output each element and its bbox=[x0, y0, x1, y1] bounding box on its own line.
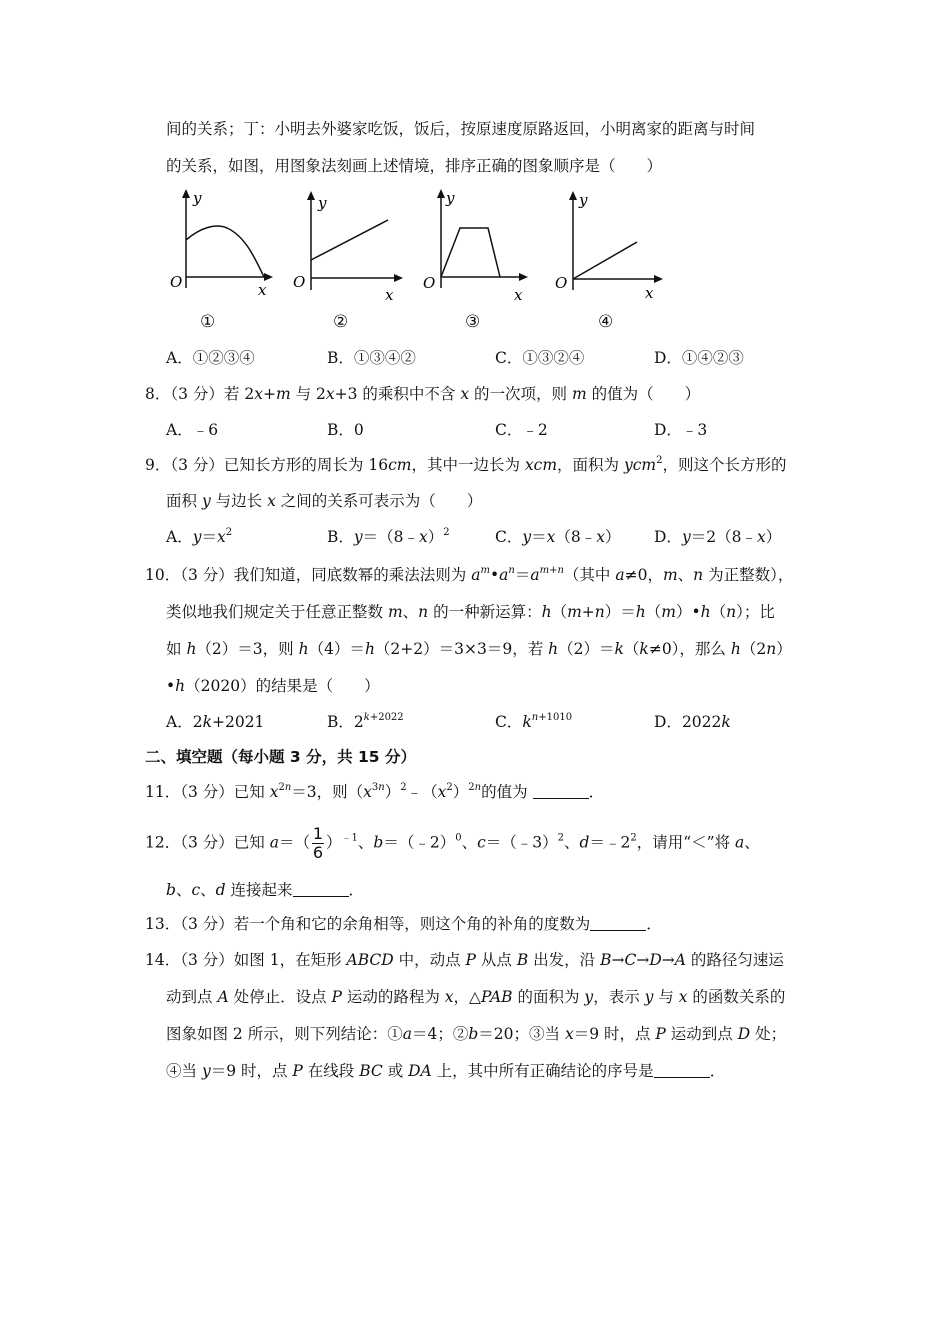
q8-option-d[interactable]: D．﹣3 bbox=[654, 421, 708, 439]
graph-4 bbox=[552, 190, 667, 300]
svg-text:O: O bbox=[423, 274, 436, 292]
q14-stem-line-4: ④当 y＝9 时，点 P 在线段 BC 或 DA 上，其中所有正确结论的序号是 ． bbox=[166, 1062, 726, 1080]
q12-number: 12． bbox=[145, 833, 181, 852]
q11-score: （3 分） bbox=[180, 783, 234, 801]
q10-score: （3 分） bbox=[180, 566, 234, 584]
q14-answer-blank[interactable] bbox=[654, 1063, 710, 1078]
svg-text:y: y bbox=[193, 189, 202, 207]
q14-stem-line-3: 图象如图 2 所示，则下列结论：①a＝4；②b＝20；③当 x＝9 时，点 P 运动到点 D 处； bbox=[166, 1025, 787, 1043]
q10-stem-line-3: 如 h（2）＝3，则 h（4）＝h（2+2）＝3×3＝9，若 h（2）＝k（k≠0），那么 h（2n） bbox=[166, 640, 792, 658]
q7-option-c[interactable]: C．①③②④ bbox=[495, 349, 585, 367]
section-2-title: 二、填空题（每小题 3 分，共 15 分） bbox=[145, 748, 416, 766]
q10-option-b[interactable]: B．$2^{k+2022}$ bbox=[327, 712, 404, 731]
q8-option-c[interactable]: C．﹣2 bbox=[495, 421, 548, 439]
q12-stem-line-1: 12．（3 分）已知 a＝（ $\frac{1}{6}$ ）$^{﹣1}$、b＝（﹣2）$^0$、c＝（﹣3）$^2$、$d=﹣2^2$，请用“＜”将 a、 bbox=[145, 824, 760, 862]
q14-score: （3 分） bbox=[180, 951, 234, 969]
q9-stem-line-2: 面积 y 与边长 x 之间的关系可表示为（ ） bbox=[166, 492, 483, 510]
q10-stem-line-4: •h（2020）的结果是（ ） bbox=[166, 677, 380, 695]
q7-option-d[interactable]: D．①④②③ bbox=[654, 349, 744, 367]
q9-score: （3 分） bbox=[170, 456, 224, 474]
q7-option-b[interactable]: B．①③④② bbox=[327, 349, 416, 367]
svg-text:y: y bbox=[318, 194, 327, 212]
svg-text:O: O bbox=[170, 273, 183, 291]
q8-stem: 8．（3 分）若 2x+m 与 2x+3 的乘积中不含 x 的一次项，则 m 的值为（ ） bbox=[145, 385, 701, 403]
graph-4-label: ④ bbox=[598, 312, 614, 332]
q9-option-b[interactable]: B．y＝（8﹣x）$^2$ bbox=[327, 527, 450, 546]
q10-option-a[interactable]: A．2k+2021 bbox=[166, 713, 265, 731]
q8-option-b[interactable]: B．0 bbox=[327, 421, 364, 439]
graph-1 bbox=[165, 188, 275, 298]
svg-text:x: x bbox=[258, 281, 267, 299]
q10-option-d[interactable]: D．2022k bbox=[654, 713, 731, 731]
q11-number: 11． bbox=[145, 783, 181, 801]
q10-stem-line-1: 10．（3 分）我们知道，同底数幂的乘法法则为 $a^m•a^n=a^{m+n}$（其中 a≠0，m、n 为正整数）， bbox=[145, 565, 794, 584]
q13-number: 13． bbox=[145, 915, 181, 933]
svg-text:x: x bbox=[645, 284, 654, 302]
q12-answer-blank[interactable] bbox=[293, 882, 349, 897]
q10-option-c[interactable]: C．$k^{n+1010}$ bbox=[495, 712, 573, 731]
q14-stem-line-2: 动到点 A 处停止．设点 P 运动的路程为 x，△PAB 的面积为 y，表示 y 与 x 的函数关系的 bbox=[166, 988, 786, 1006]
q7-option-a[interactable]: A．①②③④ bbox=[166, 349, 255, 367]
q12-score: （3 分） bbox=[180, 833, 234, 852]
q14-number: 14． bbox=[145, 951, 181, 969]
svg-text:O: O bbox=[555, 274, 568, 292]
q9-option-d[interactable]: D．y＝2（8﹣x） bbox=[654, 528, 782, 546]
svg-text:x: x bbox=[385, 286, 394, 304]
q10-number: 10． bbox=[145, 566, 181, 584]
q14-stem-line-1: 14．（3 分）如图 1，在矩形 ABCD 中，动点 P 从点 B 出发，沿 B→C→D→A 的路径匀速运 bbox=[145, 951, 784, 969]
q13-score: （3 分） bbox=[180, 915, 234, 933]
q12-stem-line-2: b、c、d 连接起来 ． bbox=[166, 881, 365, 899]
graph-3 bbox=[420, 188, 530, 303]
svg-text:O: O bbox=[293, 273, 306, 291]
svg-text:x: x bbox=[514, 286, 523, 304]
q9-stem-line-1: 9．（3 分）已知长方形的周长为 16cm，其中一边长为 xcm，面积为 ycm$^2$，则这个长方形的 bbox=[145, 455, 787, 474]
q13-stem: 13．（3 分）若一个角和它的余角相等，则这个角的补角的度数为 ． bbox=[145, 915, 662, 933]
q8-number: 8． bbox=[145, 385, 171, 403]
q11-answer-blank[interactable] bbox=[533, 784, 589, 799]
graph-2 bbox=[290, 190, 405, 305]
graph-2-label: ② bbox=[333, 312, 349, 332]
fraction-one-sixth: $\frac{1}{6}$ bbox=[312, 824, 324, 862]
svg-text:y: y bbox=[579, 191, 588, 209]
q9-option-c[interactable]: C．y＝x（8﹣x） bbox=[495, 528, 621, 546]
q9-option-a[interactable]: A．$y=x^2$ bbox=[166, 527, 233, 546]
q8-score: （3 分） bbox=[170, 385, 224, 403]
q7-line-2: 的关系，如图，用图象法刻画上述情境，排序正确的图象顺序是（ ） bbox=[166, 157, 663, 175]
q8-option-a[interactable]: A．﹣6 bbox=[166, 421, 219, 439]
q11-stem: 11．（3 分）已知 $x^{2n}=3$，则$(x^{3n})^2﹣(x^2)^{2n}$的值为 ． bbox=[145, 782, 605, 801]
q13-answer-blank[interactable] bbox=[590, 916, 646, 931]
graph-1-label: ① bbox=[200, 312, 216, 332]
svg-text:y: y bbox=[446, 189, 455, 207]
q9-number: 9． bbox=[145, 456, 171, 474]
q7-line-1: 间的关系；丁：小明去外婆家吃饭，饭后，按原速度原路返回，小明离家的距离与时间 bbox=[166, 120, 756, 138]
graph-3-label: ③ bbox=[465, 312, 481, 332]
q10-stem-line-2: 类似地我们规定关于任意正整数 m、n 的一种新运算：h（m+n）＝h（m）•h（n）；比 bbox=[166, 603, 775, 621]
